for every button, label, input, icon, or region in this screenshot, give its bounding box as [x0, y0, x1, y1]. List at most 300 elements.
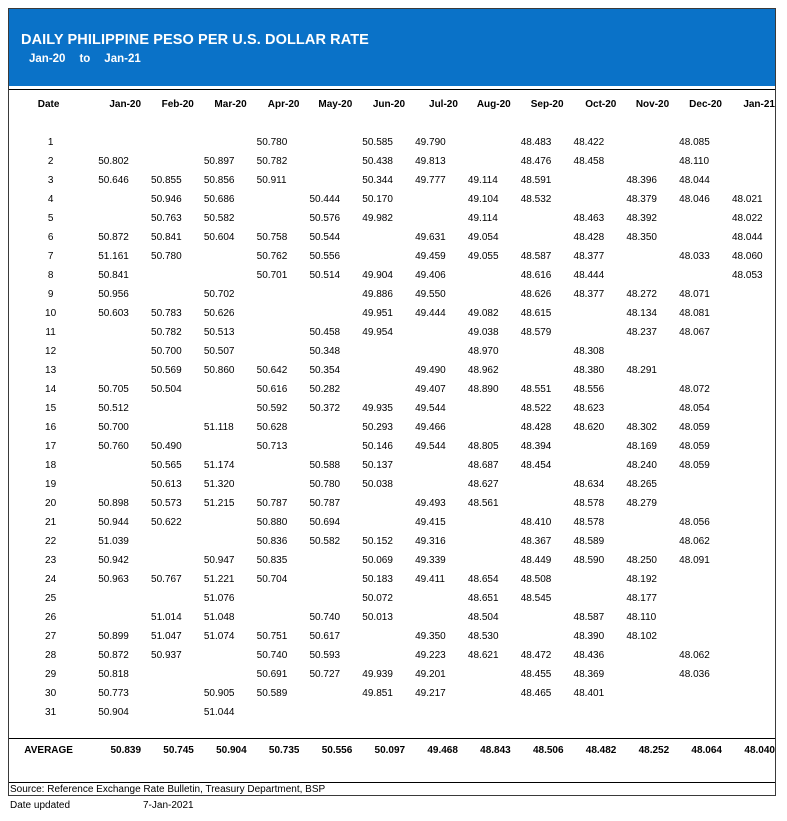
rate-cell: 48.805 [467, 441, 499, 452]
rate-cell [299, 171, 352, 190]
rate-cell [564, 456, 617, 475]
rate-cell: 50.727 [309, 669, 341, 680]
source-note: Source: Reference Exchange Rate Bulletin, Treasury Department, BSP [10, 784, 326, 795]
rate-cell: 50.013 [362, 612, 393, 623]
rate-cell: 48.455 [520, 669, 552, 680]
rate-cell [194, 247, 247, 266]
rate-cell: 49.935 [362, 403, 393, 414]
rate-cell: 51.039 [98, 536, 129, 547]
rate-cell: 48.687 [467, 460, 499, 471]
rate-cell: 48.590 [573, 555, 605, 566]
day-cell: 16 [45, 422, 57, 433]
rate-cell: 48.272 [626, 289, 657, 300]
average-value: 50.097 [374, 745, 406, 756]
rate-cell: 51.118 [203, 422, 234, 433]
rate-cell [458, 285, 511, 304]
table-row [9, 437, 775, 456]
rate-cell: 50.700 [151, 346, 182, 357]
rate-cell: 49.459 [415, 251, 446, 262]
rate-cell: 50.613 [151, 479, 182, 490]
daily-rates-table [9, 133, 775, 722]
rate-cell [405, 209, 458, 228]
rate-cell [616, 684, 669, 703]
rate-cell [299, 285, 352, 304]
rate-cell [458, 133, 511, 152]
rate-cell: 50.372 [309, 403, 341, 414]
table-row [9, 266, 775, 285]
rate-cell [458, 684, 511, 703]
rate-cell [616, 380, 669, 399]
rate-cell: 48.067 [679, 327, 710, 338]
rate-cell: 49.490 [415, 365, 446, 376]
rate-cell [88, 133, 141, 152]
rate-sheet [8, 8, 776, 796]
rate-cell [352, 494, 405, 513]
rate-cell: 48.279 [626, 498, 657, 509]
rate-cell: 50.947 [203, 555, 235, 566]
rate-cell: 50.504 [151, 384, 182, 395]
rate-cell: 48.454 [520, 460, 552, 471]
rate-cell [405, 608, 458, 627]
rate-cell: 50.904 [98, 707, 129, 718]
rate-cell [616, 665, 669, 684]
average-top-rule [9, 738, 775, 739]
month-column-header: May-20 [318, 99, 353, 110]
rate-cell [352, 380, 405, 399]
rate-cell: 49.982 [362, 213, 393, 224]
rate-cell: 48.169 [626, 441, 657, 452]
rate-cell [722, 532, 775, 551]
average-value: 48.040 [744, 745, 775, 756]
rate-cell: 49.407 [415, 384, 446, 395]
rate-cell: 49.886 [362, 289, 393, 300]
rate-cell: 50.622 [151, 517, 182, 528]
period-from: Jan-20 [29, 53, 66, 65]
rate-cell [564, 304, 617, 323]
rate-cell: 48.651 [467, 593, 499, 604]
date-updated-label: Date updated [10, 800, 71, 811]
rate-cell: 48.401 [573, 688, 605, 699]
rate-cell [88, 475, 141, 494]
rate-cell [511, 627, 564, 646]
rate-cell: 50.899 [98, 631, 129, 642]
table-row [9, 323, 775, 342]
rate-cell: 50.704 [256, 574, 288, 585]
rate-cell [352, 247, 405, 266]
rate-cell: 49.411 [415, 574, 445, 585]
table-row [9, 589, 775, 608]
rate-cell [722, 646, 775, 665]
rate-cell: 48.472 [520, 650, 552, 661]
rate-cell: 48.890 [467, 384, 499, 395]
rate-cell: 48.504 [467, 612, 499, 623]
rate-cell [88, 342, 141, 361]
rate-cell [564, 437, 617, 456]
table-row [9, 342, 775, 361]
rate-cell: 48.071 [679, 289, 710, 300]
rate-cell: 48.102 [626, 631, 657, 642]
rate-cell: 50.780 [256, 137, 288, 148]
rate-cell [405, 342, 458, 361]
rate-cell: 48.033 [679, 251, 710, 262]
month-column-header: Apr-20 [267, 99, 300, 110]
rate-cell: 50.293 [362, 422, 393, 433]
rate-cell: 48.044 [679, 175, 710, 186]
average-value: 48.482 [585, 745, 617, 756]
table-row [9, 361, 775, 380]
rate-cell: 49.904 [362, 270, 393, 281]
rate-cell: 49.777 [415, 175, 446, 186]
rate-cell: 48.449 [520, 555, 552, 566]
rate-cell [405, 323, 458, 342]
rate-cell [722, 589, 775, 608]
rate-cell [88, 456, 141, 475]
rate-cell: 49.350 [415, 631, 446, 642]
rate-cell [511, 494, 564, 513]
day-cell: 19 [45, 479, 57, 490]
rate-cell [564, 589, 617, 608]
rate-cell: 48.476 [520, 156, 552, 167]
rate-cell [458, 418, 511, 437]
day-cell: 30 [45, 688, 57, 699]
rate-cell: 50.544 [309, 232, 341, 243]
rate-cell: 51.014 [151, 612, 182, 623]
rate-cell: 49.544 [415, 441, 446, 452]
rate-cell [141, 589, 194, 608]
rate-cell [299, 551, 352, 570]
average-table [9, 741, 775, 760]
rate-cell: 50.152 [362, 536, 393, 547]
rate-cell [458, 399, 511, 418]
day-cell: 17 [45, 441, 57, 452]
rate-cell: 50.354 [309, 365, 341, 376]
period-to-word: to [79, 53, 91, 65]
rate-cell: 48.237 [626, 327, 657, 338]
rate-cell: 49.406 [415, 270, 446, 281]
rate-cell [511, 361, 564, 380]
rate-cell [247, 209, 300, 228]
rate-cell: 48.392 [626, 213, 657, 224]
rate-cell: 50.170 [362, 194, 393, 205]
average-section [9, 741, 775, 760]
rate-cell [88, 209, 141, 228]
rate-cell: 51.044 [203, 707, 235, 718]
rate-cell: 49.082 [467, 308, 499, 319]
average-value: 50.745 [163, 745, 194, 756]
rate-cell: 48.621 [467, 650, 499, 661]
rate-cell [247, 475, 300, 494]
rate-cell [722, 152, 775, 171]
rate-cell [88, 190, 141, 209]
average-value: 48.252 [638, 745, 670, 756]
day-cell: 8 [47, 270, 54, 281]
rate-cell [669, 475, 722, 494]
rate-cell: 49.316 [415, 536, 446, 547]
rate-cell [722, 627, 775, 646]
rate-cell: 48.059 [679, 422, 710, 433]
table-row [9, 475, 775, 494]
rate-cell: 50.956 [98, 289, 129, 300]
rate-cell: 51.320 [203, 479, 235, 490]
rate-cell [511, 608, 564, 627]
rate-cell: 50.588 [309, 460, 341, 471]
rate-cell [722, 684, 775, 703]
rate-cell: 48.302 [626, 422, 657, 433]
rate-cell [141, 703, 194, 722]
rate-cell: 50.444 [309, 194, 341, 205]
day-cell: 14 [45, 384, 57, 395]
rate-cell [722, 133, 775, 152]
day-cell: 29 [45, 669, 57, 680]
day-cell: 7 [47, 251, 54, 262]
rate-cell [141, 532, 194, 551]
rate-cell: 50.604 [203, 232, 235, 243]
rate-cell [194, 665, 247, 684]
rate-cell: 49.038 [467, 327, 499, 338]
rate-cell [88, 361, 141, 380]
rate-cell [405, 475, 458, 494]
rate-cell: 50.740 [256, 650, 288, 661]
rate-cell [722, 399, 775, 418]
rate-cell: 48.250 [626, 555, 657, 566]
day-cell: 9 [47, 289, 54, 300]
rate-cell: 50.713 [256, 441, 288, 452]
rate-cell: 50.836 [256, 536, 288, 547]
rate-cell: 48.556 [573, 384, 605, 395]
day-cell: 13 [45, 365, 57, 376]
rate-cell: 50.582 [309, 536, 341, 547]
rate-cell [299, 684, 352, 703]
rate-cell: 48.054 [679, 403, 710, 414]
month-column-header: Dec-20 [689, 99, 722, 110]
rate-cell [458, 266, 511, 285]
daily-rates-body [9, 133, 775, 722]
rate-cell [458, 532, 511, 551]
rate-cell: 48.046 [679, 194, 710, 205]
rate-cell [722, 494, 775, 513]
rate-cell: 49.466 [415, 422, 446, 433]
rate-cell: 50.458 [309, 327, 341, 338]
month-column-header: Jan-21 [743, 99, 775, 110]
table-row [9, 570, 775, 589]
rate-cell: 48.970 [467, 346, 499, 357]
month-column-header: Jan-20 [109, 99, 142, 110]
table-row [9, 399, 775, 418]
rate-cell [352, 342, 405, 361]
month-column-header: Mar-20 [214, 99, 247, 110]
rate-cell: 50.942 [98, 555, 129, 566]
rate-cell: 50.507 [203, 346, 235, 357]
table-row [9, 456, 775, 475]
table-row [9, 513, 775, 532]
column-header-row [9, 95, 775, 114]
rate-cell: 48.522 [520, 403, 552, 414]
rate-cell [299, 570, 352, 589]
rate-cell: 50.751 [256, 631, 288, 642]
average-value: 50.556 [321, 745, 353, 756]
rate-cell: 50.835 [256, 555, 288, 566]
average-value: 49.468 [427, 745, 458, 756]
rate-cell: 48.056 [679, 517, 710, 528]
rate-cell: 48.532 [520, 194, 552, 205]
rate-cell: 50.691 [256, 669, 288, 680]
rate-cell [722, 570, 775, 589]
month-column-header: Nov-20 [635, 99, 670, 110]
rate-cell [299, 703, 352, 722]
rate-cell: 48.627 [467, 479, 499, 490]
rate-cell [88, 589, 141, 608]
table-row [9, 152, 775, 171]
rate-cell [141, 665, 194, 684]
rate-cell: 50.841 [151, 232, 182, 243]
rate-cell [722, 171, 775, 190]
rate-cell: 48.463 [573, 213, 605, 224]
rate-cell: 50.146 [362, 441, 393, 452]
rate-cell [616, 133, 669, 152]
month-column-header: Jul-20 [429, 99, 458, 110]
rate-cell: 50.137 [362, 460, 393, 471]
rate-cell: 48.616 [520, 270, 552, 281]
rate-cell: 50.911 [256, 175, 287, 186]
rate-cell: 48.110 [626, 612, 657, 623]
rate-cell: 50.513 [203, 327, 235, 338]
rate-cell [616, 247, 669, 266]
rate-cell: 50.946 [151, 194, 182, 205]
day-cell: 18 [45, 460, 57, 471]
rate-cell [88, 608, 141, 627]
rate-cell: 50.783 [151, 308, 182, 319]
rate-cell [669, 209, 722, 228]
rate-cell: 48.436 [573, 650, 605, 661]
rate-cell: 50.642 [256, 365, 288, 376]
rate-cell: 50.593 [309, 650, 341, 661]
rate-cell: 48.394 [520, 441, 552, 452]
table-row [9, 247, 775, 266]
rate-cell [194, 133, 247, 152]
rate-cell: 49.415 [415, 517, 446, 528]
rate-cell: 49.813 [415, 156, 446, 167]
rate-cell: 50.628 [256, 422, 288, 433]
rate-cell: 50.514 [309, 270, 341, 281]
rate-cell: 48.036 [679, 669, 710, 680]
rate-cell: 50.782 [151, 327, 182, 338]
date-column-header: Date [37, 99, 60, 110]
average-value: 48.064 [691, 745, 722, 756]
rate-cell: 50.700 [98, 422, 129, 433]
day-cell: 1 [47, 137, 54, 148]
rate-cell: 48.551 [520, 384, 552, 395]
column-header-table [9, 95, 775, 114]
rate-cell: 51.076 [203, 593, 235, 604]
rate-cell: 50.963 [98, 574, 129, 585]
average-row [9, 741, 775, 760]
rate-cell [669, 703, 722, 722]
rate-cell: 48.377 [573, 251, 605, 262]
rate-cell: 50.897 [203, 156, 235, 167]
rate-cell: 51.174 [203, 460, 235, 471]
day-cell: 3 [47, 175, 54, 186]
table-row [9, 133, 775, 152]
rate-cell [669, 228, 722, 247]
period-subtitle [29, 53, 155, 65]
rate-cell: 49.544 [415, 403, 446, 414]
rate-cell: 48.422 [573, 137, 605, 148]
rate-cell [458, 152, 511, 171]
rate-cell: 50.038 [362, 479, 393, 490]
rate-cell: 50.573 [151, 498, 182, 509]
rate-cell: 50.438 [362, 156, 393, 167]
rate-cell [458, 551, 511, 570]
average-label: AVERAGE [24, 745, 73, 756]
rate-cell: 50.855 [151, 175, 182, 186]
rate-cell [564, 171, 617, 190]
rate-cell: 48.081 [679, 308, 710, 319]
rate-cell: 48.022 [731, 213, 763, 224]
rate-cell: 50.944 [98, 517, 129, 528]
rate-cell [669, 266, 722, 285]
rate-cell: 50.565 [151, 460, 182, 471]
rate-cell: 50.880 [256, 517, 288, 528]
rate-cell: 49.054 [467, 232, 499, 243]
rate-cell: 50.490 [151, 441, 182, 452]
rate-cell: 51.047 [151, 631, 182, 642]
rate-cell: 48.634 [573, 479, 605, 490]
rate-cell [564, 323, 617, 342]
table-row [9, 665, 775, 684]
rate-cell: 49.217 [415, 688, 446, 699]
rate-cell: 48.620 [573, 422, 605, 433]
rate-cell: 48.053 [731, 270, 763, 281]
rate-cell [564, 703, 617, 722]
rate-cell [247, 456, 300, 475]
rate-cell [194, 266, 247, 285]
rate-cell: 48.626 [520, 289, 552, 300]
rate-cell: 50.856 [203, 175, 235, 186]
rate-cell: 50.069 [362, 555, 393, 566]
rate-cell [722, 703, 775, 722]
rate-cell [194, 532, 247, 551]
rate-cell: 50.760 [98, 441, 129, 452]
rate-cell: 48.410 [520, 517, 552, 528]
period-to: Jan-21 [104, 53, 141, 65]
rate-cell [194, 399, 247, 418]
rate-cell [141, 152, 194, 171]
rate-cell: 50.603 [98, 308, 129, 319]
rate-cell: 48.530 [467, 631, 499, 642]
rate-cell: 49.104 [467, 194, 499, 205]
rate-cell [511, 209, 564, 228]
rate-cell [141, 285, 194, 304]
day-cell: 21 [45, 517, 57, 528]
day-cell: 20 [45, 498, 57, 509]
rate-cell: 48.428 [520, 422, 552, 433]
rate-cell: 50.780 [309, 479, 341, 490]
rate-cell: 48.085 [679, 137, 710, 148]
rate-cell: 50.780 [151, 251, 182, 262]
day-cell: 11 [45, 327, 56, 338]
table-row [9, 532, 775, 551]
rate-cell: 48.390 [573, 631, 605, 642]
rate-cell: 48.578 [573, 517, 605, 528]
rate-cell: 50.773 [98, 688, 129, 699]
rate-cell [299, 589, 352, 608]
rate-cell: 48.059 [679, 460, 710, 471]
day-cell: 25 [45, 593, 57, 604]
rate-cell [722, 361, 775, 380]
day-cell: 5 [47, 213, 54, 224]
rate-cell [352, 627, 405, 646]
table-row [9, 171, 775, 190]
